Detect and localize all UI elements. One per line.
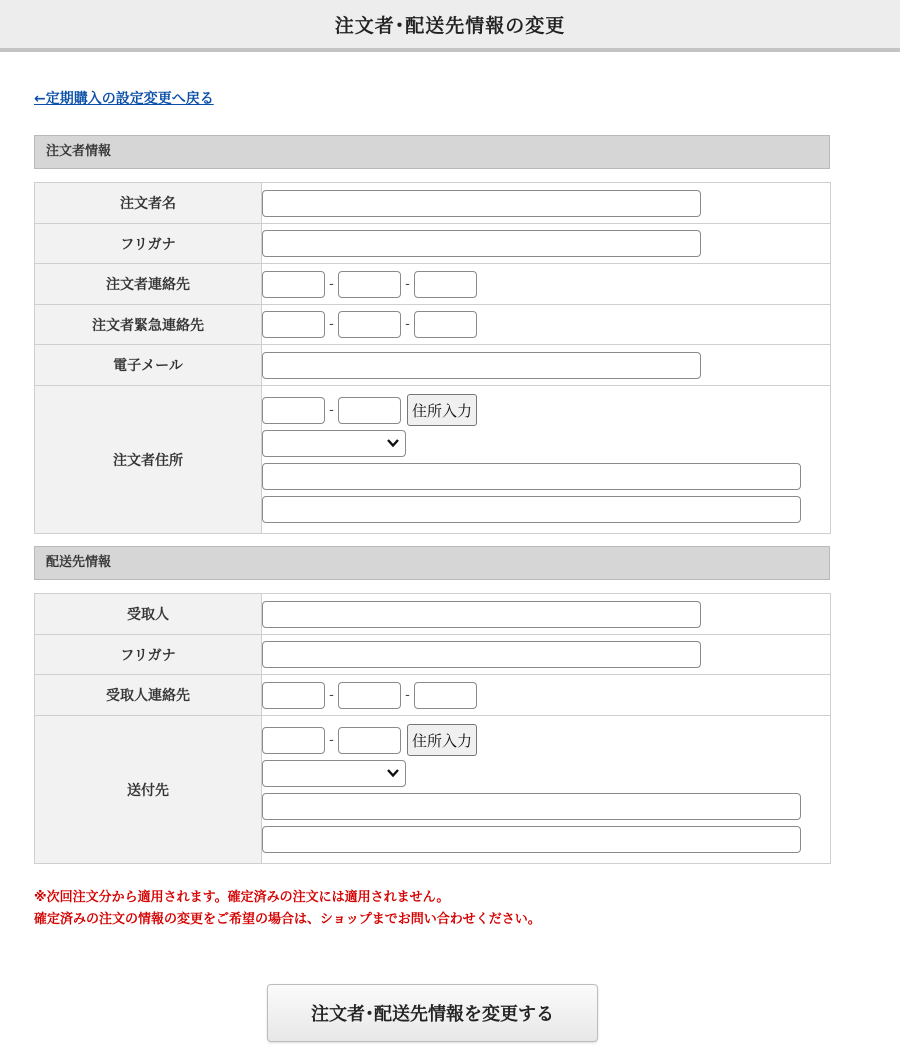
orderer-email-label: 電子メール (35, 345, 262, 386)
delivery-address-lookup-button[interactable]: 住所入力 (407, 724, 477, 756)
orderer-furigana-row (35, 224, 831, 264)
orderer-address-row (35, 386, 831, 534)
recipient-contact-label: 受取人連絡先 (35, 675, 262, 716)
orderer-address1-input[interactable] (262, 463, 801, 490)
orderer-contact-row (35, 264, 831, 305)
chevron-down-icon (387, 768, 399, 778)
orderer-form-table (34, 182, 831, 534)
phone-separator: - (405, 317, 410, 332)
delivery-zip1-input[interactable] (262, 727, 325, 754)
orderer-name-label: 注文者名 (35, 183, 262, 224)
chevron-down-icon (387, 438, 399, 448)
zip-separator: - (329, 732, 334, 748)
delivery-address-row (35, 716, 831, 864)
orderer-phone-part2-input[interactable] (338, 271, 401, 298)
submit-button[interactable]: 注文者･配送先情報を変更する (267, 984, 598, 1042)
back-to-subscription-link[interactable]: ←定期購入の設定変更へ戻る (34, 91, 214, 107)
orderer-contact-label: 注文者連絡先 (35, 264, 262, 305)
notice-text (34, 887, 541, 931)
zip-separator: - (329, 402, 334, 418)
orderer-emergency-label: 注文者緊急連絡先 (35, 305, 262, 345)
orderer-name-row (35, 183, 831, 224)
phone-separator: - (405, 276, 410, 292)
orderer-email-row (35, 345, 831, 386)
phone-separator: - (329, 687, 334, 703)
recipient-phone-part2-input[interactable] (338, 682, 401, 709)
recipient-row (35, 594, 831, 635)
notice-line-1: ※次回注文分から適用されます。確定済みの注文には適用されません。 (34, 890, 450, 905)
delivery-address1-input[interactable] (262, 793, 801, 820)
delivery-zip2-input[interactable] (338, 727, 401, 754)
emergency-phone-part2-input[interactable] (338, 311, 401, 338)
phone-separator: - (329, 276, 334, 292)
orderer-address-label: 注文者住所 (35, 386, 262, 534)
recipient-contact-row (35, 675, 831, 716)
recipient-furigana-label: フリガナ (35, 635, 262, 675)
orderer-phone-part1-input[interactable] (262, 271, 325, 298)
page-title: 注文者･配送先情報の変更 (0, 0, 900, 52)
recipient-phone-part3-input[interactable] (414, 682, 477, 709)
phone-separator: - (329, 317, 334, 332)
orderer-address-lookup-button[interactable]: 住所入力 (407, 394, 477, 426)
orderer-zip1-input[interactable] (262, 397, 325, 424)
recipient-furigana-input[interactable] (262, 641, 701, 668)
orderer-emergency-row (35, 305, 831, 345)
orderer-email-input[interactable] (262, 352, 701, 379)
recipient-furigana-row (35, 635, 831, 675)
recipient-label: 受取人 (35, 594, 262, 635)
recipient-name-input[interactable] (262, 601, 701, 628)
orderer-address2-input[interactable] (262, 496, 801, 523)
orderer-name-input[interactable] (262, 190, 701, 217)
orderer-furigana-label: フリガナ (35, 224, 262, 264)
delivery-address-label: 送付先 (35, 716, 262, 864)
delivery-prefecture-select[interactable] (262, 760, 406, 787)
delivery-form-table (34, 593, 831, 864)
delivery-address2-input[interactable] (262, 826, 801, 853)
delivery-section-header: 配送先情報 (34, 546, 830, 580)
orderer-section-header: 注文者情報 (34, 135, 830, 169)
notice-line-2: 確定済みの注文の情報の変更をご希望の場合は、ショップまでお問い合わせください。 (34, 912, 541, 927)
orderer-furigana-input[interactable] (262, 230, 701, 257)
recipient-phone-part1-input[interactable] (262, 682, 325, 709)
orderer-phone-part3-input[interactable] (414, 271, 477, 298)
phone-separator: - (405, 687, 410, 703)
emergency-phone-part1-input[interactable] (262, 311, 325, 338)
orderer-zip2-input[interactable] (338, 397, 401, 424)
orderer-prefecture-select[interactable] (262, 430, 406, 457)
emergency-phone-part3-input[interactable] (414, 311, 477, 338)
